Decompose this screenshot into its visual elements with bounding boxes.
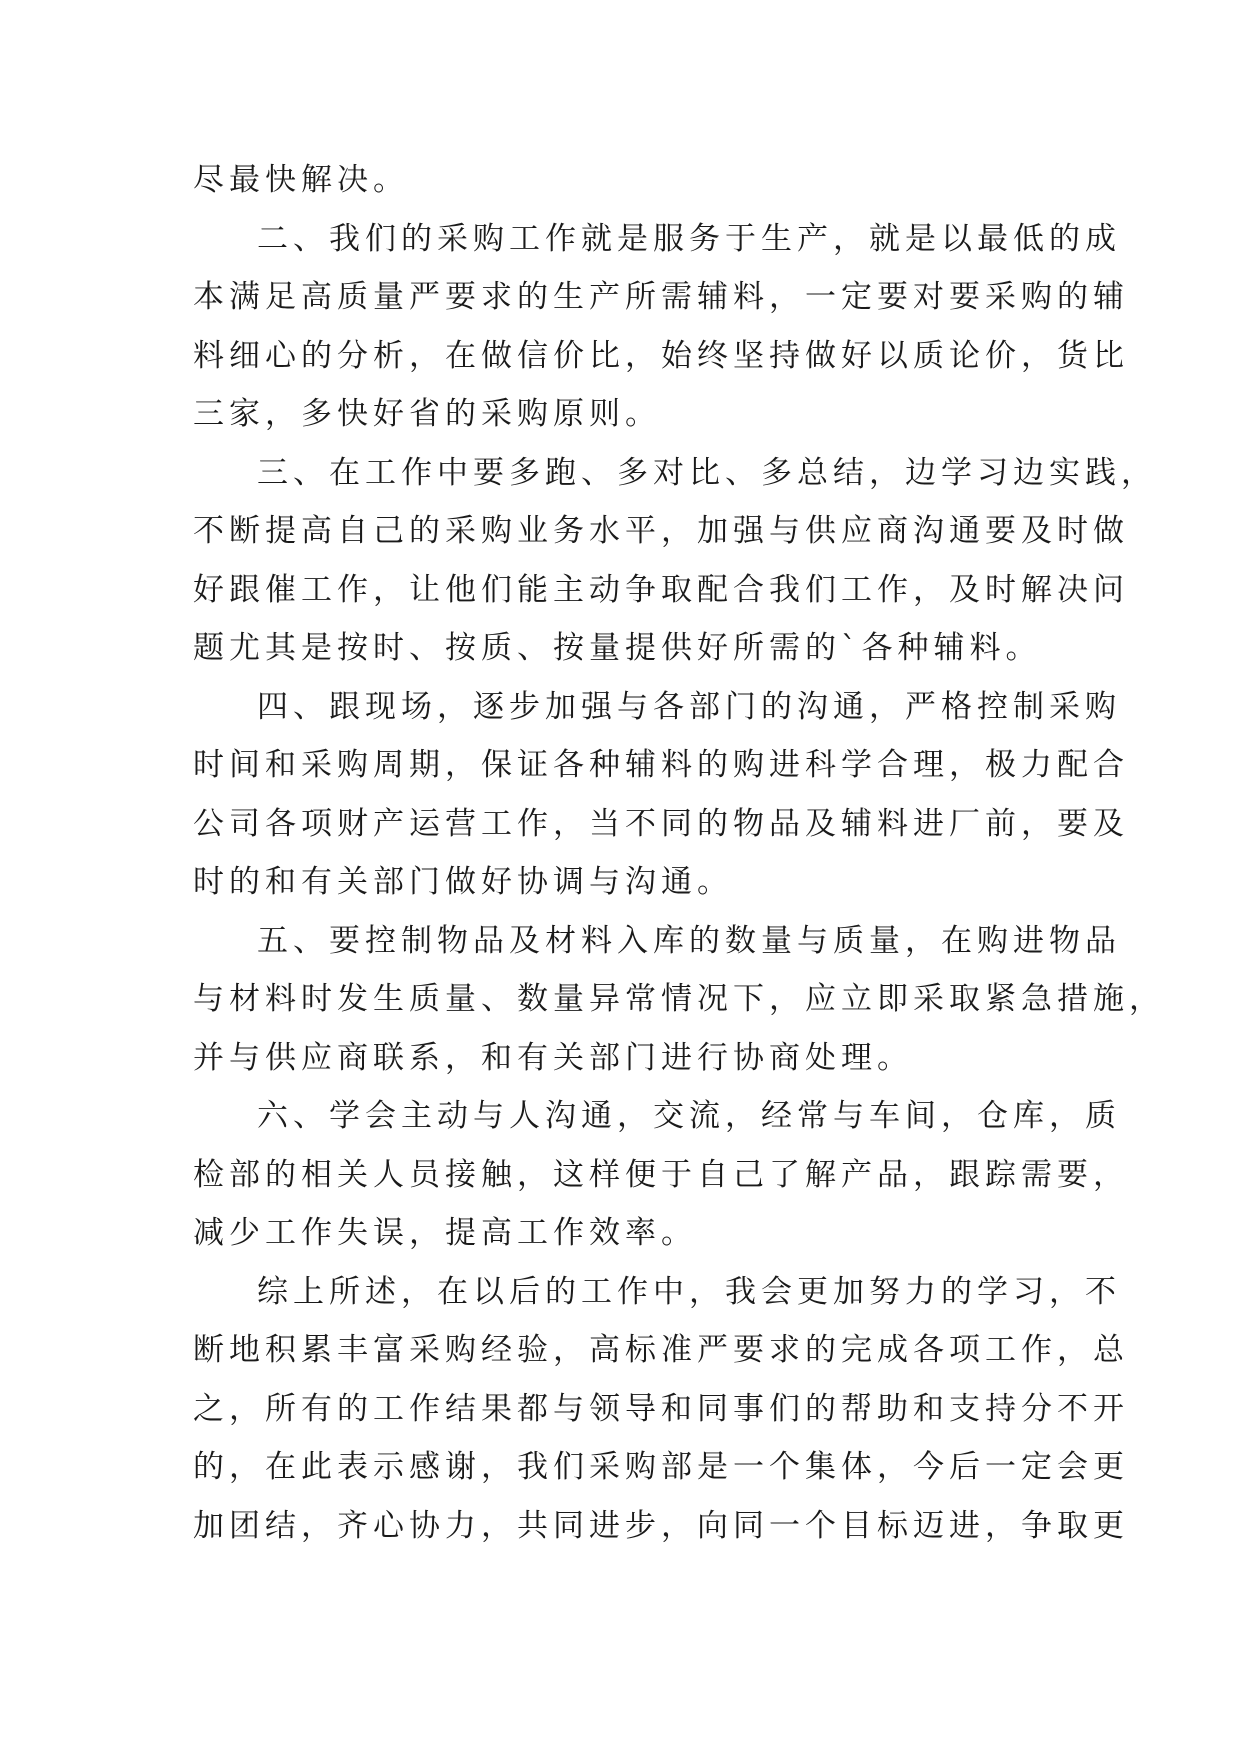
text-line: 并与供应商联系，和有关部门进行协商处理。 [193, 1039, 913, 1076]
text-line: 不断提高自己的采购业务水平，加强与供应商沟通要及时做 [193, 513, 1129, 549]
text-line: 与材料时发生质量、数量异常情况下，应立即采取紧急措施， [193, 981, 1165, 1017]
text-line: 的，在此表示感谢，我们采购部是一个集体，今后一定会更 [193, 1449, 1129, 1485]
text-line: 减少工作失误，提高工作效率。 [193, 1215, 697, 1251]
text-line: 题尤其是按时、按质、按量提供好所需的`各种辅料。 [193, 630, 1042, 666]
body-text [193, 151, 1165, 1555]
text-line: 三家，多快好省的采购原则。 [193, 396, 661, 432]
text-line: 断地积累丰富采购经验，高标准严要求的完成各项工作，总 [193, 1332, 1129, 1368]
text-line: 综上所述，在以后的工作中，我会更加努力的学习，不 [257, 1273, 1121, 1310]
text-line: 时间和采购周期，保证各种辅料的购进科学合理，极力配合 [193, 747, 1129, 783]
text-line: 本满足高质量严要求的生产所需辅料，一定要对要采购的辅 [193, 279, 1129, 315]
text-line: 尽最快解决。 [193, 162, 409, 198]
text-line: 时的和有关部门做好协调与沟通。 [193, 864, 733, 900]
text-line: 检部的相关人员接触，这样便于自己了解产品，跟踪需要， [193, 1156, 1129, 1193]
text-line: 五、要控制物品及材料入库的数量与质量，在购进物品 [257, 922, 1121, 959]
text-line: 三、在工作中要多跑、多对比、多总结，边学习边实践， [257, 454, 1157, 491]
text-line: 六、学会主动与人沟通，交流，经常与车间，仓库，质 [257, 1098, 1121, 1134]
text-line: 公司各项财产运营工作，当不同的物品及辅料进厂前，要及 [193, 805, 1129, 842]
text-line: 四、跟现场，逐步加强与各部门的沟通，严格控制采购 [257, 688, 1121, 725]
text-line: 二、我们的采购工作就是服务于生产，就是以最低的成 [257, 220, 1121, 257]
text-line: 加团结，齐心协力，共同进步，向同一个目标迈进，争取更 [193, 1507, 1129, 1544]
text-line: 好跟催工作，让他们能主动争取配合我们工作，及时解决问 [193, 571, 1129, 608]
text-line: 之，所有的工作结果都与领导和同事们的帮助和支持分不开 [193, 1390, 1129, 1427]
text-line: 料细心的分析，在做信价比，始终坚持做好以质论价，货比 [193, 337, 1129, 374]
